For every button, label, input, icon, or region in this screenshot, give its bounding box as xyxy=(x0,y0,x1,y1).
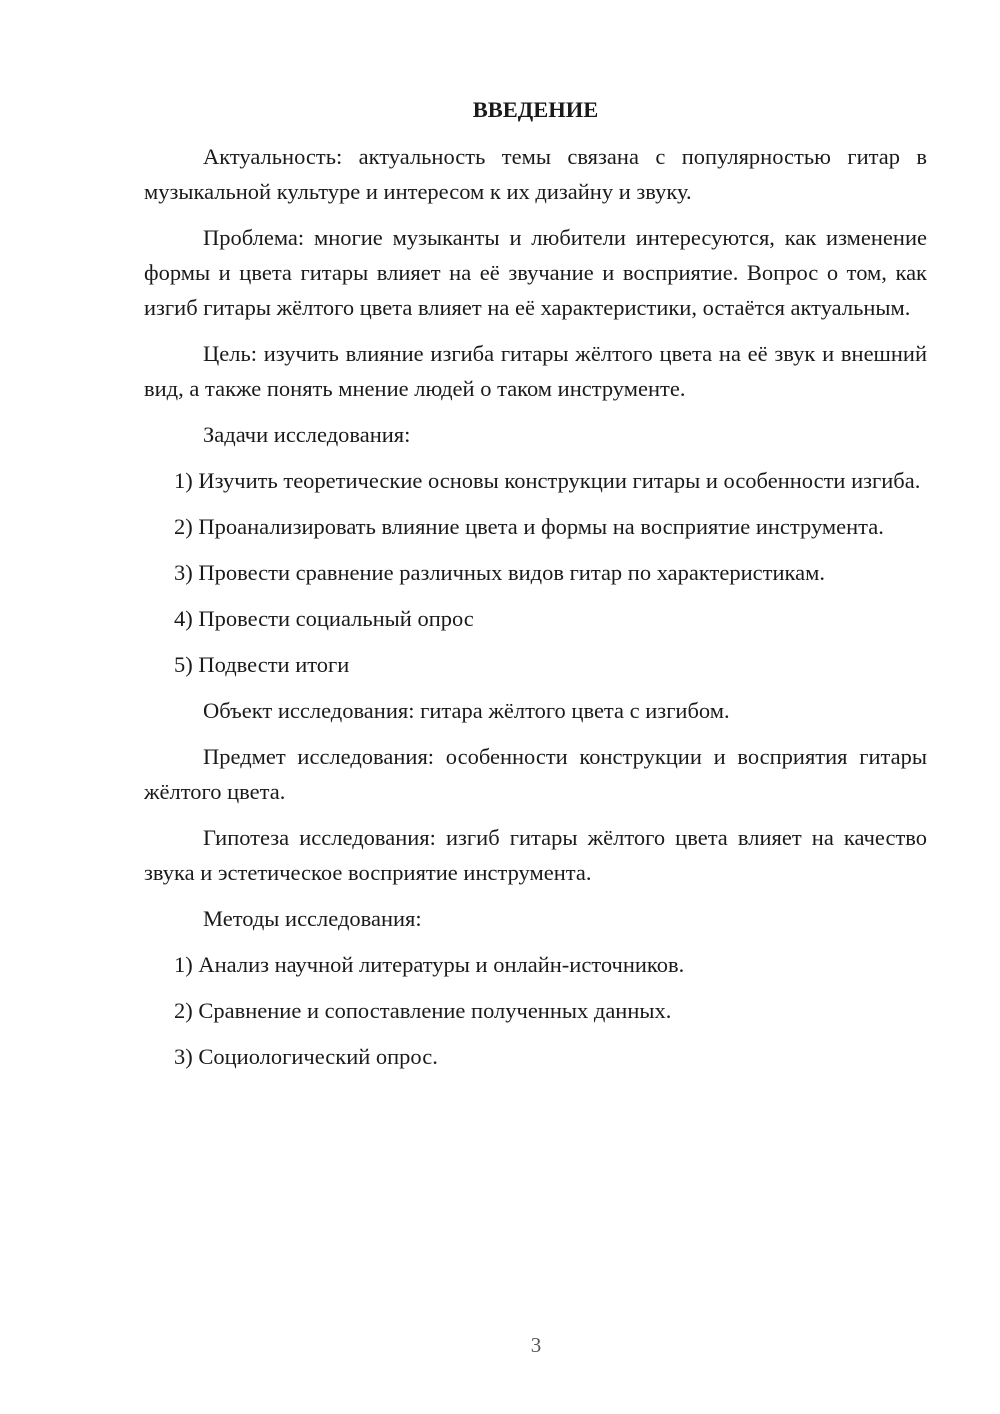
subject-paragraph: Предмет исследования: особенности конструкции и восприятия гитары жёлтого цвета. xyxy=(144,744,927,804)
page-content xyxy=(144,92,927,1085)
section-heading: ВВЕДЕНИЕ xyxy=(472,97,599,122)
goal-paragraph: Цель: изучить влияние изгиба гитары жёлтого цвета на её звук и внешний вид, а также понять мнение людей о таком инструменте. xyxy=(144,341,927,401)
task-item-2: 2) Проанализировать влияние цвета и формы на восприятие инструмента. xyxy=(174,514,884,539)
problem-paragraph: Проблема: многие музыканты и любители интересуются, как изменение формы и цвета гитары влияет на её звучание и восприятие. Вопрос о том, как изгиб гитары жёлтого цвета влияет на её характеристики, остаётся актуальным. xyxy=(144,225,927,320)
relevance-paragraph: Актуальность: актуальность темы связана с популярностью гитар в музыкальной культуре и интересом к их дизайну и звуку. xyxy=(144,144,927,204)
tasks-title: Задачи исследования: xyxy=(203,422,411,447)
page-number: 3 xyxy=(530,1333,542,1357)
method-item-3: 3) Социологический опрос. xyxy=(174,1044,438,1069)
method-item-2: 2) Сравнение и сопоставление полученных данных. xyxy=(174,998,672,1023)
task-item-3: 3) Провести сравнение различных видов гитар по характеристикам. xyxy=(174,560,825,585)
task-item-4: 4) Провести социальный опрос xyxy=(174,606,474,631)
methods-title: Методы исследования: xyxy=(203,906,422,931)
method-item-1: 1) Анализ научной литературы и онлайн-источников. xyxy=(174,952,685,977)
task-item-5: 5) Подвести итоги xyxy=(174,652,350,677)
object-paragraph: Объект исследования: гитара жёлтого цвета с изгибом. xyxy=(203,698,730,723)
hypothesis-paragraph: Гипотеза исследования: изгиб гитары жёлтого цвета влияет на качество звука и эстетическое восприятие инструмента. xyxy=(144,825,927,885)
task-item-1: 1) Изучить теоретические основы конструкции гитары и особенности изгиба. xyxy=(174,468,921,493)
